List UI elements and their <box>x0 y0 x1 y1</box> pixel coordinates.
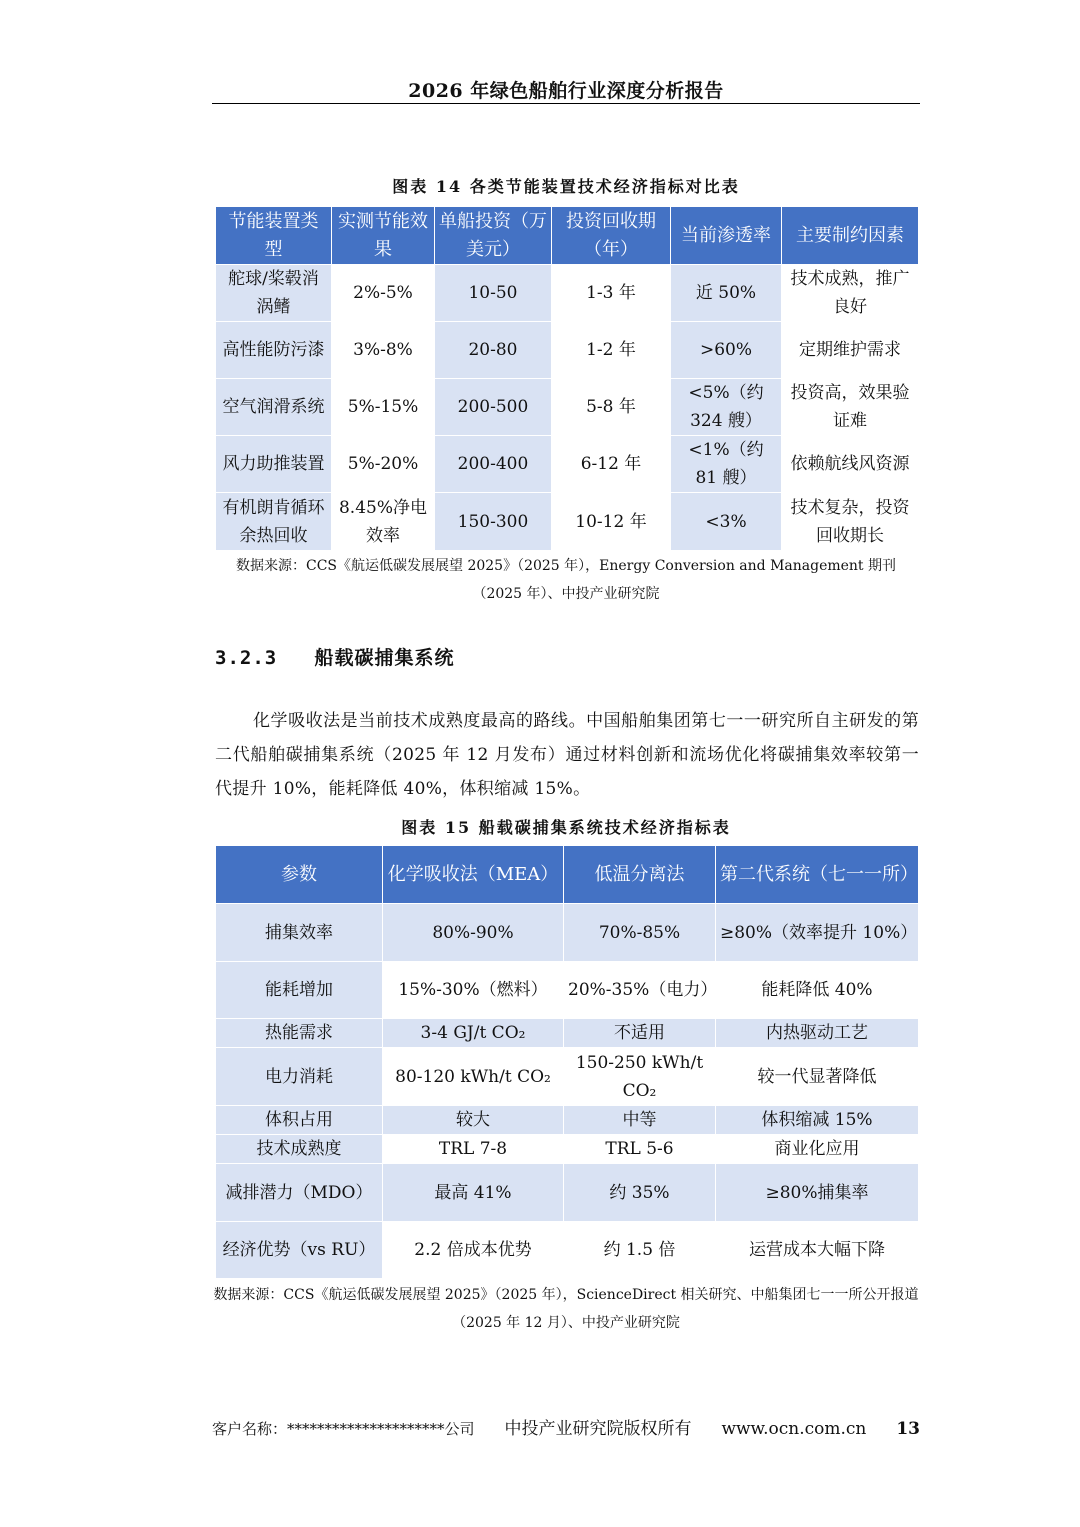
table14-header-row <box>216 207 919 265</box>
table-cell: 约 1.5 倍 <box>564 1222 716 1279</box>
table14-header-cell: 单船投资（万美元） <box>435 207 552 265</box>
table-cell: >60% <box>671 322 782 379</box>
table-row <box>216 436 919 493</box>
table-cell: <3% <box>671 493 782 551</box>
table14 <box>215 206 919 551</box>
table-cell: 高性能防污漆 <box>216 322 332 379</box>
table-cell: 体积占用 <box>216 1106 383 1135</box>
table-cell: 商业化应用 <box>716 1135 919 1164</box>
table-cell: 15%-30%（燃料） <box>383 962 564 1019</box>
table-cell: 有机朗肯循环余热回收 <box>216 493 332 551</box>
table-row <box>216 322 919 379</box>
table14-header-cell: 当前渗透率 <box>671 207 782 265</box>
table-cell: 内热驱动工艺 <box>716 1019 919 1048</box>
table-cell: 减排潜力（MDO） <box>216 1164 383 1222</box>
table-cell: 中等 <box>564 1106 716 1135</box>
table-cell: 电力消耗 <box>216 1048 383 1106</box>
table-cell: 较大 <box>383 1106 564 1135</box>
table14-header-cell: 主要制约因素 <box>782 207 919 265</box>
table-cell: 200-500 <box>435 379 552 436</box>
section-heading <box>215 643 455 670</box>
table14-header-cell: 节能装置类型 <box>216 207 332 265</box>
table-cell: 技术复杂，投资回收期长 <box>782 493 919 551</box>
table-cell: 150-250 kWh/t CO₂ <box>564 1048 716 1106</box>
table-row <box>216 962 919 1019</box>
page-number: 13 <box>896 1419 920 1439</box>
table-cell: 3%-8% <box>332 322 435 379</box>
table-cell: 2.2 倍成本优势 <box>383 1222 564 1279</box>
table-cell: 最高 41% <box>383 1164 564 1222</box>
footer-website: www.ocn.com.cn <box>721 1419 867 1439</box>
body-paragraph: 化学吸收法是当前技术成熟度最高的路线。中国船舶集团第七一一研究所自主研发的第二代船舶碳捕集系统（2025 年 12 月发布）通过材料创新和流场优化将碳捕集效率较第一代提升 10%，能耗降低 40%，体积缩减 15%。 <box>215 711 919 799</box>
table-cell: <5%（约 324 艘） <box>671 379 782 436</box>
table-row <box>216 1048 919 1106</box>
table-cell: 能耗增加 <box>216 962 383 1019</box>
table-row <box>216 493 919 551</box>
footer-copyright: 中投产业研究院版权所有 <box>504 1419 692 1439</box>
table-cell: 1-3 年 <box>552 265 671 322</box>
table14-caption: 图表 14 各类节能装置技术经济指标对比表 <box>392 177 740 196</box>
table-cell: 投资高，效果验证难 <box>782 379 919 436</box>
table15 <box>215 845 919 1279</box>
table-cell: ≥80%捕集率 <box>716 1164 919 1222</box>
table-cell: 约 35% <box>564 1164 716 1222</box>
header-rule <box>212 103 920 104</box>
page-footer <box>212 1414 920 1439</box>
section-title: 船载碳捕集系统 <box>314 647 455 669</box>
table-cell: 技术成熟度 <box>216 1135 383 1164</box>
table-cell: 3-4 GJ/t CO₂ <box>383 1019 564 1048</box>
table-cell: 20%-35%（电力） <box>564 962 716 1019</box>
table-cell: 10-50 <box>435 265 552 322</box>
table15-caption: 图表 15 船载碳捕集系统技术经济指标表 <box>401 818 731 837</box>
table-cell: 8.45%净电效率 <box>332 493 435 551</box>
table-cell: 20-80 <box>435 322 552 379</box>
table14-header-cell: 实测节能效果 <box>332 207 435 265</box>
table15-header-cell: 第二代系统（七一一所） <box>716 846 919 904</box>
table-cell: 运营成本大幅下降 <box>716 1222 919 1279</box>
table-cell: 5-8 年 <box>552 379 671 436</box>
table-cell: 5%-20% <box>332 436 435 493</box>
table-cell: 6-12 年 <box>552 436 671 493</box>
table15-source: 数据来源：CCS《航运低碳发展展望 2025》（2025 年），ScienceDirect 相关研究、中船集团七一一所公开报道（2025 年 12 月）、中投产业研究院 <box>213 1287 919 1331</box>
table-row <box>216 379 919 436</box>
table-cell: 200-400 <box>435 436 552 493</box>
table-row <box>216 1164 919 1222</box>
table-cell: 热能需求 <box>216 1019 383 1048</box>
section-number: 3.2.3 <box>215 647 278 669</box>
table-cell: 10-12 年 <box>552 493 671 551</box>
table-cell: 舵球/桨毂消涡鳍 <box>216 265 332 322</box>
table-cell: 能耗降低 40% <box>716 962 919 1019</box>
table-cell: TRL 7-8 <box>383 1135 564 1164</box>
table-row <box>216 1135 919 1164</box>
table-cell: 捕集效率 <box>216 904 383 962</box>
table-cell: ≥80%（效率提升 10%） <box>716 904 919 962</box>
table-cell: 定期维护需求 <box>782 322 919 379</box>
table-cell: 70%-85% <box>564 904 716 962</box>
table-cell: 依赖航线风资源 <box>782 436 919 493</box>
table-cell: 150-300 <box>435 493 552 551</box>
table14-source: 数据来源：CCS《航运低碳发展展望 2025》（2025 年），Energy Conversion and Management 期刊（2025 年）、中投产业研究院 <box>235 558 897 602</box>
table-cell: 5%-15% <box>332 379 435 436</box>
table-row <box>216 1106 919 1135</box>
table-cell: 80-120 kWh/t CO₂ <box>383 1048 564 1106</box>
table-row <box>216 265 919 322</box>
table-cell: 经济优势（vs RU） <box>216 1222 383 1279</box>
page-header-title: 2026 年绿色船舶行业深度分析报告 <box>408 80 724 102</box>
table15-header-row <box>216 846 919 904</box>
table-cell: 体积缩减 15% <box>716 1106 919 1135</box>
table-cell: 较一代显著降低 <box>716 1048 919 1106</box>
table-cell: 空气润滑系统 <box>216 379 332 436</box>
table-cell: 技术成熟，推广良好 <box>782 265 919 322</box>
table15-header-cell: 参数 <box>216 846 383 904</box>
table15-header-cell: 化学吸收法（MEA） <box>383 846 564 904</box>
table-cell: 2%-5% <box>332 265 435 322</box>
table-cell: 风力助推装置 <box>216 436 332 493</box>
table-row <box>216 904 919 962</box>
table-cell: <1%（约 81 艘） <box>671 436 782 493</box>
table14-header-cell: 投资回收期（年） <box>552 207 671 265</box>
table-cell: 1-2 年 <box>552 322 671 379</box>
table-row <box>216 1222 919 1279</box>
table-cell: 80%-90% <box>383 904 564 962</box>
footer-client: 客户名称：*********************公司 <box>212 1420 475 1438</box>
table-cell: 不适用 <box>564 1019 716 1048</box>
table-cell: 近 50% <box>671 265 782 322</box>
table-row <box>216 1019 919 1048</box>
table-cell: TRL 5-6 <box>564 1135 716 1164</box>
table15-header-cell: 低温分离法 <box>564 846 716 904</box>
